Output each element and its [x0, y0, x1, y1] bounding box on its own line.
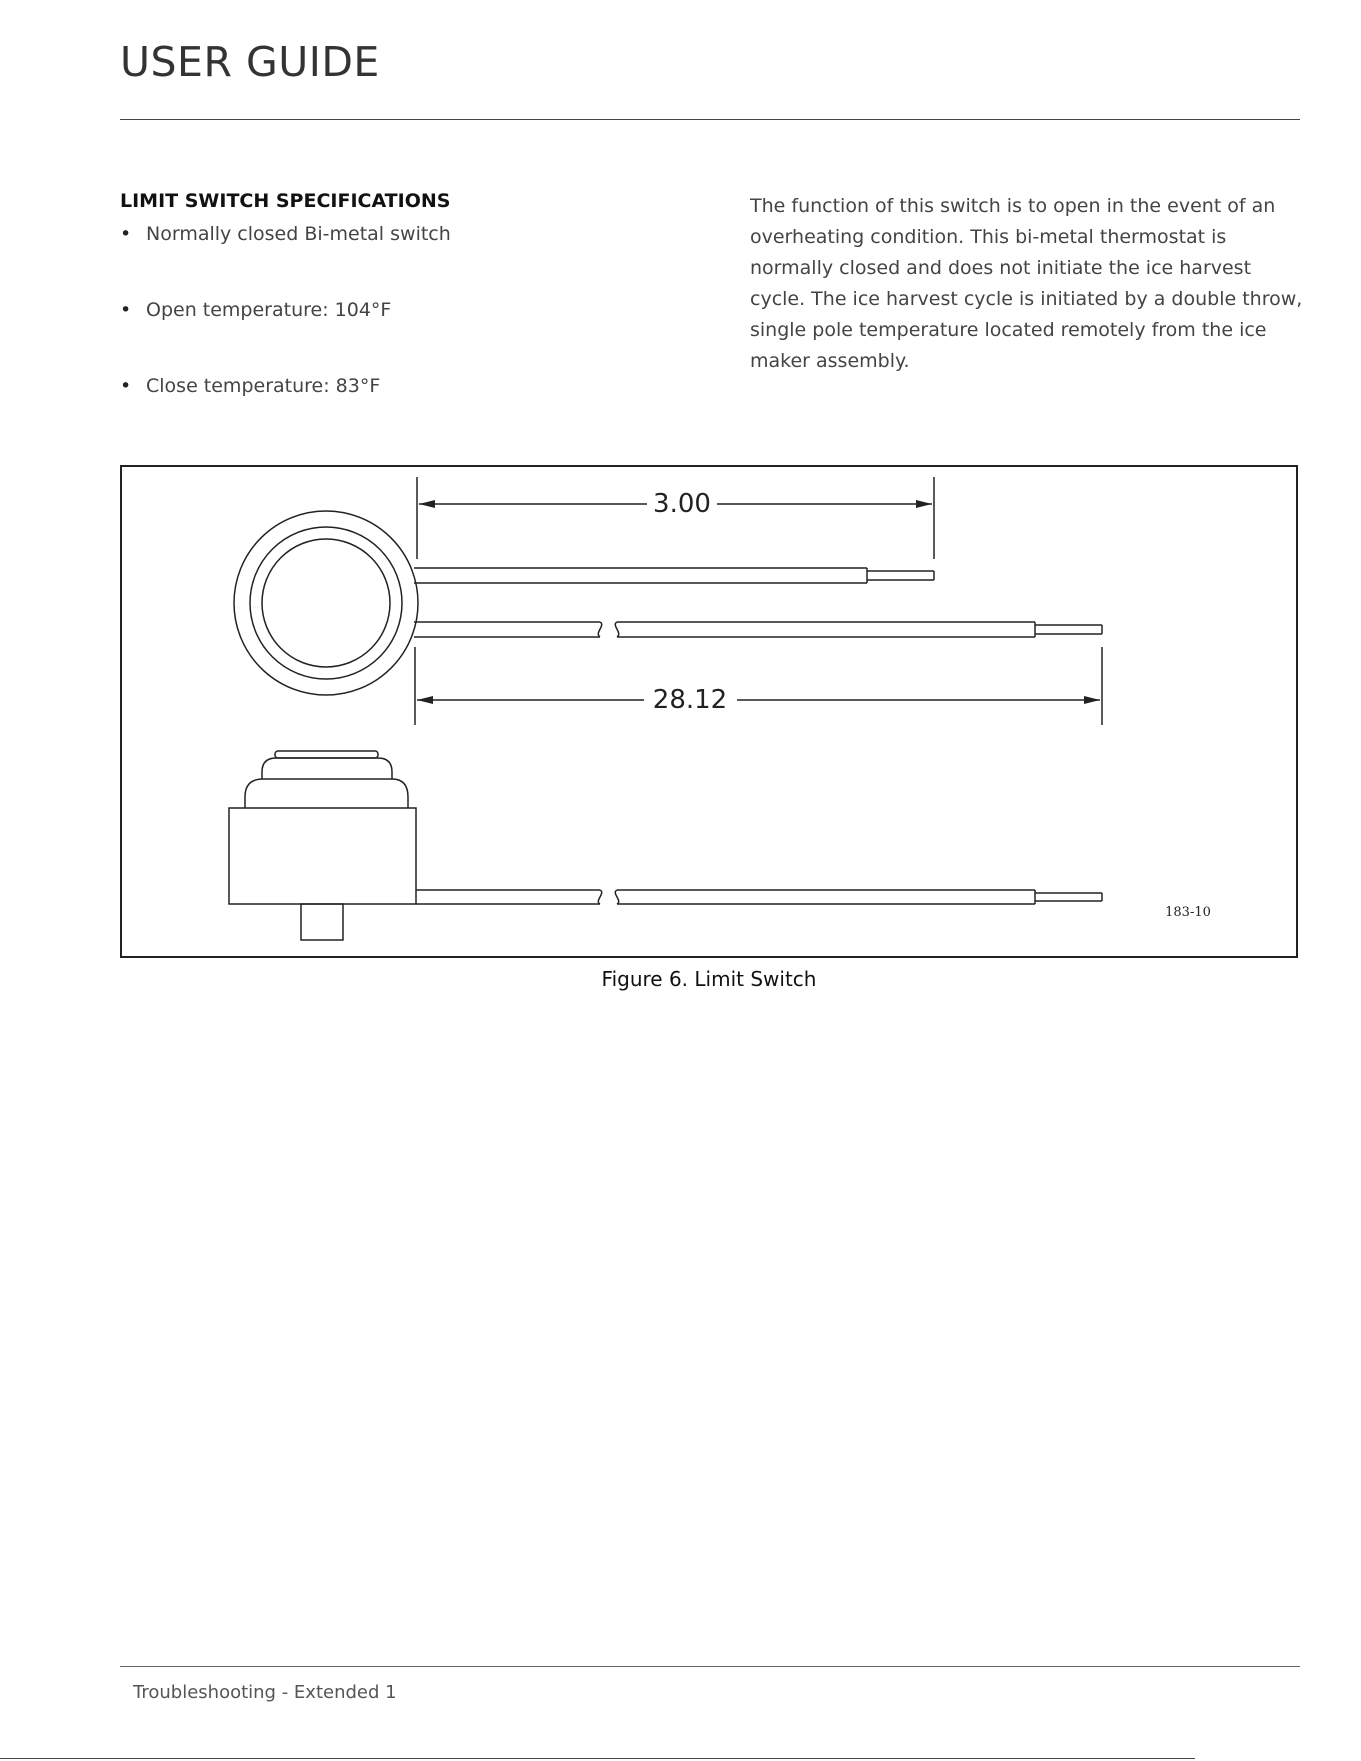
specs-list [120, 222, 680, 450]
footer-divider [120, 1666, 1300, 1667]
page-title: USER GUIDE [120, 38, 380, 86]
part-code: 183-10 [1165, 905, 1211, 920]
bullet-icon: • [120, 299, 132, 321]
long-lead-top [414, 622, 1102, 637]
footer-text: Troubleshooting - Extended 1 [133, 1682, 397, 1703]
limit-switch-drawing [122, 467, 1300, 960]
long-lead-side [416, 890, 1102, 904]
figure-caption: Figure 6. Limit Switch [601, 967, 817, 991]
limit-switch-figure [120, 465, 1298, 958]
switch-side-view [229, 751, 416, 940]
dimension-long [415, 647, 1102, 725]
switch-description: The function of this switch is to open in the event of an overheating condition. This bi-metal thermostat is normally closed and does not initiate the ice harvest cycle. The ice harvest cycle is initiated by a double throw, single pole temperature located remotely from the ice maker assembly. [750, 195, 1303, 372]
limit-switch-specifications [120, 190, 680, 450]
specs-item-text: Open temperature: 104°F [146, 299, 392, 321]
bullet-icon: • [120, 375, 132, 397]
specs-item [120, 222, 680, 298]
specs-item [120, 298, 680, 374]
switch-top-view [234, 511, 418, 695]
page-edge-line [0, 1758, 1195, 1759]
short-lead [414, 568, 934, 583]
dimension-long-label: 28.12 [652, 685, 728, 715]
dimension-short-label: 3.00 [653, 489, 711, 519]
specs-item [120, 374, 680, 450]
specs-item-text: Normally closed Bi-metal switch [146, 223, 451, 245]
specs-item-text: Close temperature: 83°F [146, 375, 381, 397]
specs-heading: LIMIT SWITCH SPECIFICATIONS [120, 190, 451, 212]
bullet-icon: • [120, 223, 132, 245]
header-divider [120, 119, 1300, 120]
